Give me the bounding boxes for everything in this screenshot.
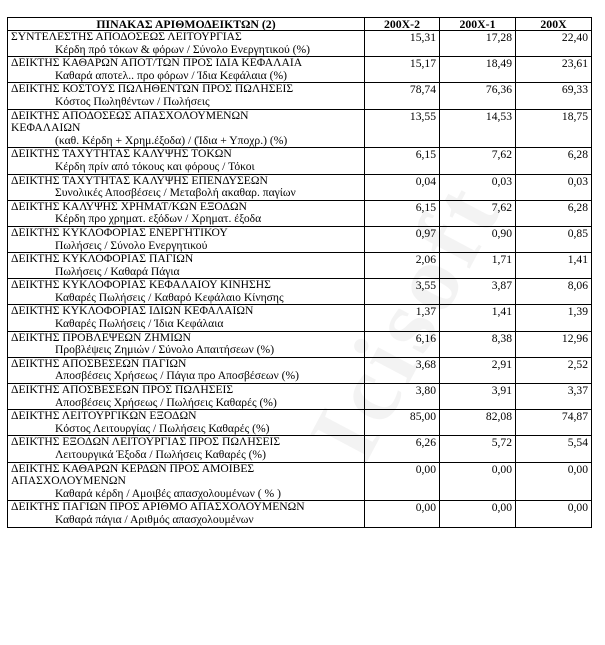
table-row <box>8 148 592 174</box>
ratio-title: ΔΕΙΚΤΗΣ ΤΑΧΥΤΗΤΑΣ ΚΑΛΥΨΗΣ ΤΟΚΩΝ <box>11 147 232 161</box>
value-year-1: 15,17 <box>365 57 440 83</box>
value-year-2: 7,62 <box>440 148 516 174</box>
ratio-formula: Κέρδη πρίν από τόκους και φόρους / Τόκοι <box>55 159 255 173</box>
value-year-2: 0,90 <box>440 226 516 252</box>
ratio-formula: Αποσβέσεις Χρήσεως / Πάγια προ Αποσβέσεων (%) <box>55 369 300 383</box>
table-row <box>8 253 592 279</box>
ratio-title: ΔΕΙΚΤΗΣ ΠΡΟΒΛΕΨΕΩΝ ΖΗΜΙΩΝ <box>11 330 191 344</box>
value-year-2: 14,53 <box>440 109 516 148</box>
ratio-title: ΣΥΝΤΕΛΕΣΤΗΣ ΑΠΟΔΟΣΕΩΣ ΛΕΙΤΟΥΡΓΙΑΣ <box>11 30 242 43</box>
table-row <box>8 462 592 501</box>
table-body <box>8 31 592 528</box>
value-year-2: 2,91 <box>440 357 516 383</box>
ratio-label-cell <box>8 200 365 226</box>
ratio-title: ΔΕΙΚΤΗΣ ΚΟΣΤΟΥΣ ΠΩΛΗΘΕΝΤΩΝ ΠΡΟΣ ΠΩΛΗΣΕΙΣ <box>11 82 294 96</box>
table-row <box>8 174 592 200</box>
table-row <box>8 31 592 57</box>
ratio-title-continued: ΑΠΑΣΧΟΛΟΥΜΕΝΩΝ <box>11 474 126 488</box>
ratio-formula: Κόστος Λειτουργίας / Πωλήσεις Καθαρές (%) <box>55 421 270 435</box>
ratio-title: ΔΕΙΚΤΗΣ ΚΑΛΥΨΗΣ ΧΡΗΜΑΤ/ΚΩΝ ΕΞΟΔΩΝ <box>11 199 247 213</box>
ratios-table <box>7 17 592 528</box>
ratio-label-cell <box>8 357 365 383</box>
ratio-label-cell <box>8 305 365 331</box>
value-year-1: 3,55 <box>365 279 440 305</box>
value-year-3: 69,33 <box>516 83 592 109</box>
value-year-3: 0,00 <box>516 501 592 527</box>
table-row <box>8 501 592 527</box>
year-header-2: 200Χ-1 <box>440 18 516 31</box>
ratio-title: ΔΕΙΚΤΗΣ ΑΠΟΣΒΕΣΕΩΝ ΠΑΓΙΩΝ <box>11 356 187 370</box>
table-row <box>8 83 592 109</box>
ratio-formula: Κέρδη προ χρηματ. εξόδων / Χρηματ. έξοδα <box>55 212 262 226</box>
value-year-2: 0,00 <box>440 462 516 501</box>
value-year-3: 1,39 <box>516 305 592 331</box>
table-row <box>8 384 592 410</box>
value-year-2: 3,87 <box>440 279 516 305</box>
ratio-label-cell <box>8 279 365 305</box>
value-year-1: 6,15 <box>365 200 440 226</box>
ratio-title: ΔΕΙΚΤΗΣ ΑΠΟΔΟΣΕΩΣ ΑΠΑΣΧΟΛΟΥΜΕΝΩΝ <box>11 108 249 122</box>
value-year-1: 0,00 <box>365 501 440 527</box>
ratio-formula: Πωλήσεις / Καθαρά Πάγια <box>55 264 180 278</box>
value-year-2: 0,03 <box>440 174 516 200</box>
table-row <box>8 279 592 305</box>
ratio-title: ΔΕΙΚΤΗΣ ΛΕΙΤΟΥΡΓΙΚΩΝ ΕΞΟΔΩΝ <box>11 409 197 423</box>
ratio-formula: (καθ. Κέρδη + Χρημ.έξοδα) / (Ίδια + Υποχρ.) (%) <box>55 133 288 147</box>
year-header-1: 200Χ-2 <box>365 18 440 31</box>
value-year-3: 5,54 <box>516 436 592 462</box>
value-year-2: 7,62 <box>440 200 516 226</box>
value-year-1: 6,26 <box>365 436 440 462</box>
ratio-title: ΔΕΙΚΤΗΣ ΚΥΚΛΟΦΟΡΙΑΣ ΙΔΙΩΝ ΚΕΦΑΛΑΙΩΝ <box>11 304 254 318</box>
table-row <box>8 436 592 462</box>
ratio-title: ΔΕΙΚΤΗΣ ΠΑΓΙΩΝ ΠΡΟΣ ΑΡΙΘΜΟ ΑΠΑΣΧΟΛΟΥΜΕΝΩΝ <box>11 500 305 514</box>
value-year-3: 1,41 <box>516 253 592 279</box>
value-year-3: 22,40 <box>516 31 592 57</box>
value-year-1: 6,16 <box>365 331 440 357</box>
value-year-3: 3,37 <box>516 384 592 410</box>
value-year-1: 78,74 <box>365 83 440 109</box>
table-row <box>8 200 592 226</box>
ratio-formula: Συνολικές Αποσβέσεις / Μεταβολή ακαθαρ. παγίων <box>55 186 296 200</box>
ratio-formula: Καθαρά πάγια / Αριθμός απασχολουμένων <box>55 512 254 526</box>
ratio-label-cell <box>8 31 365 57</box>
ratio-formula: Καθαρές Πωλήσεις / Καθαρό Κεφάλαιο Κίνησης <box>55 290 284 304</box>
ratio-title: ΔΕΙΚΤΗΣ ΚΑΘΑΡΩΝ ΚΕΡΔΩΝ ΠΡΟΣ ΑΜΟΙΒΕΣ <box>11 461 255 475</box>
value-year-2: 1,41 <box>440 305 516 331</box>
value-year-3: 23,61 <box>516 57 592 83</box>
table-row <box>8 57 592 83</box>
value-year-2: 8,38 <box>440 331 516 357</box>
value-year-2: 82,08 <box>440 410 516 436</box>
ratio-formula: Κέρδη πρό τόκων & φόρων / Σύνολο Ενεργητικού (%) <box>55 42 311 56</box>
value-year-1: 15,31 <box>365 31 440 57</box>
value-year-1: 13,55 <box>365 109 440 148</box>
table-title-header: ΠΙΝΑΚΑΣ ΑΡΙΘΜΟΔΕΙΚΤΩΝ (2) <box>8 18 365 31</box>
ratio-label-cell <box>8 253 365 279</box>
table-row <box>8 305 592 331</box>
value-year-1: 3,68 <box>365 357 440 383</box>
value-year-1: 0,04 <box>365 174 440 200</box>
ratio-label-cell <box>8 226 365 252</box>
ratio-formula: Λειτουργικά Έξοδα / Πωλήσεις Καθαρές (%) <box>55 448 266 461</box>
ratio-formula: Κόστος Πωληθέντων / Πωλήσεις <box>55 94 210 108</box>
ratio-formula: Προβλέψεις Ζημιών / Σύνολο Απαιτήσεων (%) <box>55 343 275 357</box>
value-year-3: 18,75 <box>516 109 592 148</box>
ratio-title: ΔΕΙΚΤΗΣ ΤΑΧΥΤΗΤΑΣ ΚΑΛΥΨΗΣ ΕΠΕΝΔΥΣΕΩΝ <box>11 173 268 187</box>
ratio-title: ΔΕΙΚΤΗΣ ΚΑΘΑΡΩΝ ΑΠΟΤ/ΤΩΝ ΠΡΟΣ ΙΔΙΑ ΚΕΦΑΛΑΙΑ <box>11 56 303 70</box>
ratio-formula: Καθαρές Πωλήσεις / Ίδια Κεφάλαια <box>55 317 224 331</box>
ratio-label-cell <box>8 109 365 148</box>
table-row <box>8 226 592 252</box>
value-year-3: 0,00 <box>516 462 592 501</box>
table-row <box>8 410 592 436</box>
ratio-title: ΔΕΙΚΤΗΣ ΚΥΚΛΟΦΟΡΙΑΣ ΕΝΕΡΓΗΤΙΚΟΥ <box>11 225 228 239</box>
ratio-label-cell <box>8 384 365 410</box>
ratio-formula: Αποσβέσεις Χρήσεως / Πωλήσεις Καθαρές (%) <box>55 395 277 409</box>
value-year-1: 85,00 <box>365 410 440 436</box>
value-year-3: 0,85 <box>516 226 592 252</box>
ratio-label-cell <box>8 462 365 501</box>
value-year-1: 2,06 <box>365 253 440 279</box>
value-year-3: 2,52 <box>516 357 592 383</box>
ratio-formula: Πωλήσεις / Σύνολο Ενεργητικού <box>55 238 208 252</box>
ratio-label-cell <box>8 331 365 357</box>
table-row <box>8 331 592 357</box>
ratio-title: ΔΕΙΚΤΗΣ ΚΥΚΛΟΦΟΡΙΑΣ ΚΕΦΑΛΑΙΟΥ ΚΙΝΗΣΗΣ <box>11 278 271 292</box>
ratio-title-continued: ΚΕΦΑΛΑΙΩΝ <box>11 121 81 135</box>
value-year-3: 6,28 <box>516 148 592 174</box>
value-year-3: 12,96 <box>516 331 592 357</box>
value-year-3: 8,06 <box>516 279 592 305</box>
ratio-title: ΔΕΙΚΤΗΣ ΑΠΟΣΒΕΣΕΩΝ ΠΡΟΣ ΠΩΛΗΣΕΙΣ <box>11 383 234 397</box>
value-year-1: 0,97 <box>365 226 440 252</box>
year-header-3: 200Χ <box>516 18 592 31</box>
ratio-label-cell <box>8 148 365 174</box>
ratio-title: ΔΕΙΚΤΗΣ ΚΥΚΛΟΦΟΡΙΑΣ ΠΑΓΙΩΝ <box>11 252 194 266</box>
ratio-formula: Καθαρά κέρδη / Αμοιβές απασχολουμένων ( % ) <box>55 486 281 500</box>
value-year-3: 0,03 <box>516 174 592 200</box>
header-row <box>8 18 592 31</box>
ratio-label-cell <box>8 501 365 527</box>
value-year-2: 3,91 <box>440 384 516 410</box>
ratio-title: ΔΕΙΚΤΗΣ ΕΞΟΔΩΝ ΛΕΙΤΟΥΡΓΙΑΣ ΠΡΟΣ ΠΩΛΗΣΕΙΣ <box>11 435 281 449</box>
value-year-1: 3,80 <box>365 384 440 410</box>
ratio-label-cell <box>8 83 365 109</box>
value-year-2: 18,49 <box>440 57 516 83</box>
value-year-3: 6,28 <box>516 200 592 226</box>
value-year-2: 17,28 <box>440 31 516 57</box>
value-year-1: 1,37 <box>365 305 440 331</box>
value-year-2: 1,71 <box>440 253 516 279</box>
ratio-label-cell <box>8 436 365 462</box>
ratio-formula: Καθαρά αποτελ.. προ φόρων / Ίδια Κεφάλαια (%) <box>55 68 287 82</box>
value-year-2: 0,00 <box>440 501 516 527</box>
table-row <box>8 109 592 148</box>
table-row <box>8 357 592 383</box>
ratio-label-cell <box>8 174 365 200</box>
ratio-label-cell <box>8 410 365 436</box>
value-year-2: 76,36 <box>440 83 516 109</box>
value-year-2: 5,72 <box>440 436 516 462</box>
ratio-label-cell <box>8 57 365 83</box>
value-year-1: 6,15 <box>365 148 440 174</box>
value-year-3: 74,87 <box>516 410 592 436</box>
value-year-1: 0,00 <box>365 462 440 501</box>
